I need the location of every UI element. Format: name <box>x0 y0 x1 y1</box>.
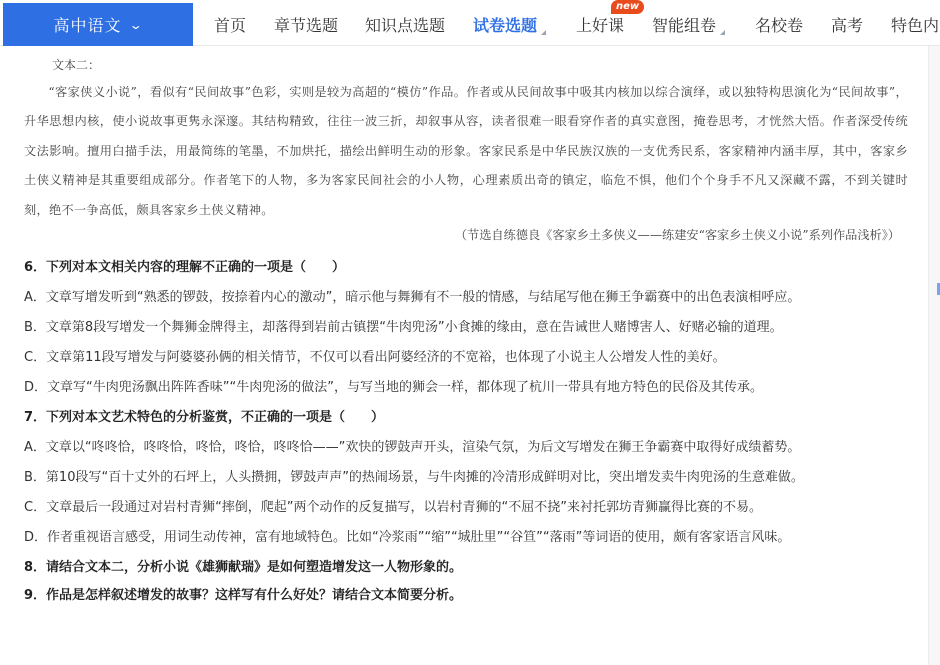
corner-triangle-icon <box>541 30 546 35</box>
main-nav <box>0 0 940 46</box>
nav-featured[interactable]: 特色内 <box>891 16 940 35</box>
question-6-stem: 6．下列对本文相关内容的理解不正确的一项是（ ） <box>24 260 346 275</box>
nav-good-lessons[interactable]: 上好课 <box>576 16 625 35</box>
question-6-option-c: C．文章第11段写增发与阿婆婆孙俩的相关情节，不仅可以看出阿婆经济的不宽裕，也体现了小说主人公增发人性的美好。 <box>24 350 726 365</box>
question-7-option-a: A．文章以“咚咚恰，咚咚恰，咚恰，咚恰，咚咚恰——”欢快的锣鼓声开头，渲染气氛，为后文写增发在狮王争霸赛中取得好成绩蓄势。 <box>24 440 801 455</box>
question-6-option-a: A．文章写增发听到“熟悉的锣鼓，按捺着内心的激动”，暗示他与舞狮有不一般的情感，与结尾写他在狮王争霸赛中的出色表演相呼应。 <box>24 290 801 305</box>
chevron-down-icon: ⌄ <box>129 17 145 32</box>
corner-triangle-icon <box>720 30 725 35</box>
nav-home[interactable]: 首页 <box>214 16 247 35</box>
scrollbar-track[interactable] <box>928 46 940 665</box>
nav-smart-paper-label: 智能组卷 <box>652 16 717 35</box>
nav-smart-paper[interactable] <box>652 13 716 36</box>
passage-label: 文本二： <box>52 58 101 72</box>
nav-chapter-select[interactable]: 章节选题 <box>274 16 339 35</box>
question-7-stem: 7．下列对本文艺术特色的分析鉴赏，不正确的一项是（ ） <box>24 410 385 425</box>
question-6-option-b: B．文章第8段写增发一个舞狮金牌得主，却落得到岩前古镇摆“牛肉兜汤”小食摊的缘由，意在告诫世人赌博害人、好赌必输的道理。 <box>24 320 783 335</box>
question-6-option-d: D．文章写“牛肉兜汤飘出阵阵香味”“牛肉兜汤的做法”，与写当地的狮会一样，都体现了杭川一带具有地方特色的民俗及其传承。 <box>24 380 763 395</box>
question-content <box>0 46 928 665</box>
question-7-option-d: D．作者重视语言感受，用词生动传神，富有地域特色。比如“冷浆雨”“缩”“城肚里”“谷笪”“落雨”等词语的使用，颇有客家语言风味。 <box>24 530 791 545</box>
question-7-option-b: B．第10段写“百十丈外的石坪上，人头攒拥，锣鼓声声”的热闹场景，与牛肉摊的冷清形成鲜明对比，突出增发卖牛肉兜汤的生意难做。 <box>24 470 804 485</box>
nav-paper-select[interactable] <box>473 13 537 36</box>
question-7-option-c: C．文章最后一段通过对岩村青狮“摔倒，爬起”两个动作的反复描写，以岩村青狮的“不屈不挠”来衬托郭坊青狮赢得比赛的不易。 <box>24 500 763 515</box>
question-9: 9．作品是怎样叙述增发的故事？这样写有什么好处？请结合文本简要分析。 <box>24 588 463 603</box>
passage-source: （节选自练德良《客家乡土多侠义——练建安“客家乡土侠义小说”系列作品浅析》） <box>454 228 900 242</box>
top-navigation-bar <box>0 0 940 46</box>
nav-knowledge-select[interactable]: 知识点选题 <box>365 16 446 35</box>
question-8: 8．请结合文本二，分析小说《雄狮献瑞》是如何塑造增发这一人物形象的。 <box>24 560 463 575</box>
nav-paper-select-label: 试卷选题 <box>473 16 538 35</box>
subject-label: 高中语文 <box>53 16 122 35</box>
nav-famous-school-papers[interactable]: 名校卷 <box>755 16 804 35</box>
new-badge: new <box>611 0 644 14</box>
nav-gaokao[interactable]: 高考 <box>831 16 864 35</box>
passage-text: “客家侠义小说”，看似有“民间故事”色彩，实则是较为高超的“模仿”作品。作者或从民间故事中吸其内核加以综合演绎，或以独特构思演化为“民间故事”，升华思想内核，使小说故事更隽永深邃。其结构精致，往往一波三折，却叙事从容，读者很难一眼看穿作者的真实意图，掩卷思考，才恍然大悟。作者深受传统文法影响。擅用白描手法，用最简练的笔墨，不加烘托，描绘出鲜明生动的形象。客家民系是中华民族汉族的一支优秀民系，客家精神内涵丰厚，其中，客家乡土侠义精神是其重要组成部分。作者笔下的人物，多为客家民间社会的小人物，心理素质出奇的镇定，临危不惧，他们个个身手不凡又深藏不露，不到关键时刻，绝不一争高低，颇具客家乡土侠义精神。 <box>24 85 908 217</box>
